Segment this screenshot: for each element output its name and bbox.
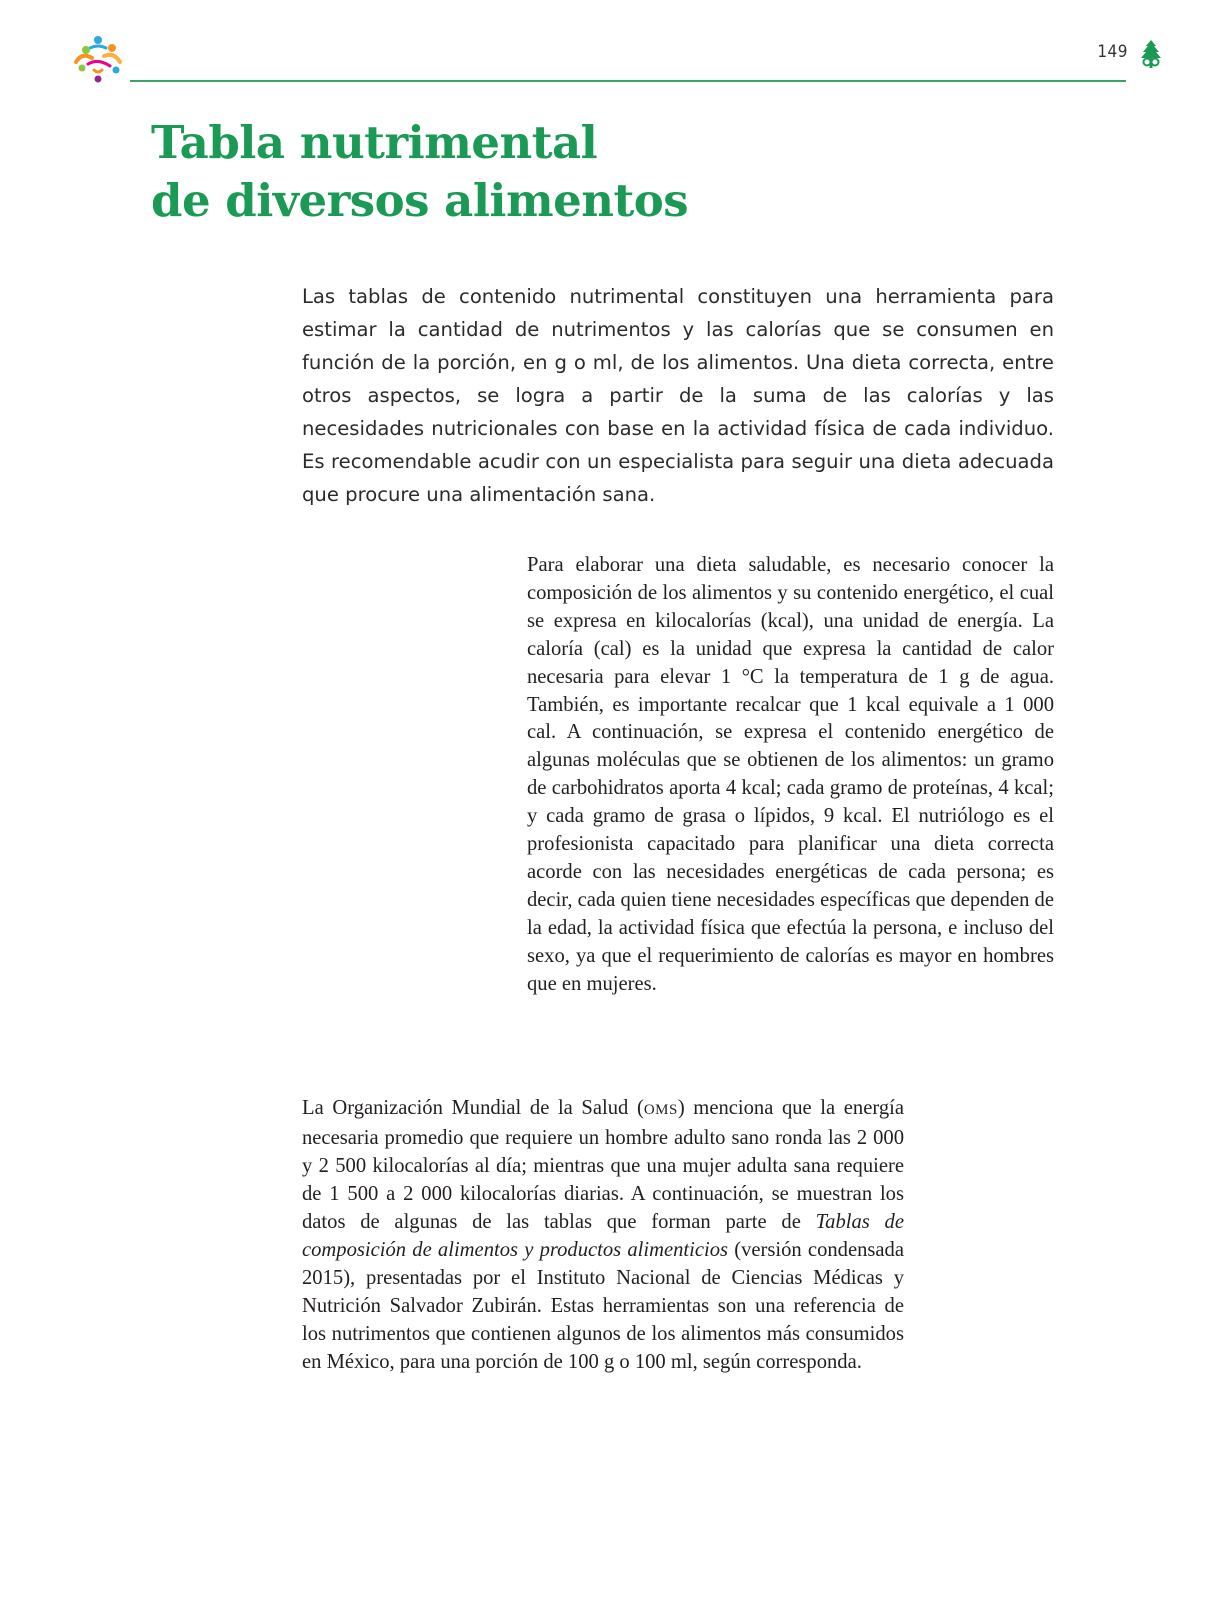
colorful-figures-logo-icon <box>70 34 126 84</box>
oms-text-part-1: La Organización Mundial de la Salud ( <box>302 1097 644 1119</box>
header-rule <box>130 80 1126 82</box>
title-line-2: de diversos alimentos <box>151 174 689 227</box>
page-number: 149 <box>1097 42 1128 62</box>
oms-paragraph <box>302 1094 904 1376</box>
page-title <box>151 114 688 230</box>
title-line-1: Tabla nutrimental <box>151 116 598 169</box>
book-title: Tablas de composición de alimentos y productos alimenticios <box>302 1211 904 1261</box>
oms-text-part-3: (versión condensada 2015), presentadas por el Instituto Nacional de Ciencias Médicas y Nutrición Salvador Zubirán. Estas herramientas son una referencia de los nutrimentos que contienen algunos de los alimentos más consumidos en México, para una porción de 100 g o 100 ml, según corresponda. <box>302 1239 904 1373</box>
energy-paragraph: Para elaborar una dieta saludable, es necesario conocer la composición de los alimentos y su contenido energético, el cual se expresa en kilocalorías (kcal), una unidad de energía. La caloría (cal) es la unidad que expresa la cantidad de calor necesaria para elevar 1 °C la temperatura de 1 g de agua. También, es importante recalcar que 1 kcal equivale a 1 000 cal. A continuación, se expresa el contenido energético de algunas moléculas que se obtienen de los alimentos: un gramo de carbohidratos aporta 4 kcal; cada gramo de proteínas, 4 kcal; y cada gramo de grasa o lípidos, 9 kcal. El nutriólogo es el profesionista capacitado para planificar una dieta correcta acorde con las necesidades energéticas de cada persona; es decir, cada quien tiene necesidades específicas que dependen de la edad, la actividad física que efectúa la persona, e incluso del sexo, ya que el requerimiento de calorías es mayor en hombres que en mujeres. <box>527 554 1054 995</box>
intro-paragraph: Las tablas de contenido nutrimental constituyen una herramienta para estimar la cantidad de nutrimentos y las calorías que se consumen en función de la porción, en g o ml, de los alimentos. Una dieta correcta, entre otros aspectos, se logra a partir de la suma de las calorías y las necesidades nutricionales con base en la actividad física de cada individuo. Es recomendable acudir con un especialista para seguir una dieta adecuada que procure una alimentación sana. <box>302 285 1054 506</box>
green-tree-icon <box>1138 38 1164 70</box>
oms-text-part-2: ) menciona que la energía necesaria promedio que requiere un hombre adulto sano ronda las 2 000 y 2 500 kilocalorías al día; mientras que una mujer adulta sana requiere de 1 500 a 2 000 kilocalorías diarias. A continuación, se muestran los datos de algunas de las tablas que forman parte de <box>302 1097 905 1233</box>
oms-acronym: OMS <box>643 1102 678 1118</box>
